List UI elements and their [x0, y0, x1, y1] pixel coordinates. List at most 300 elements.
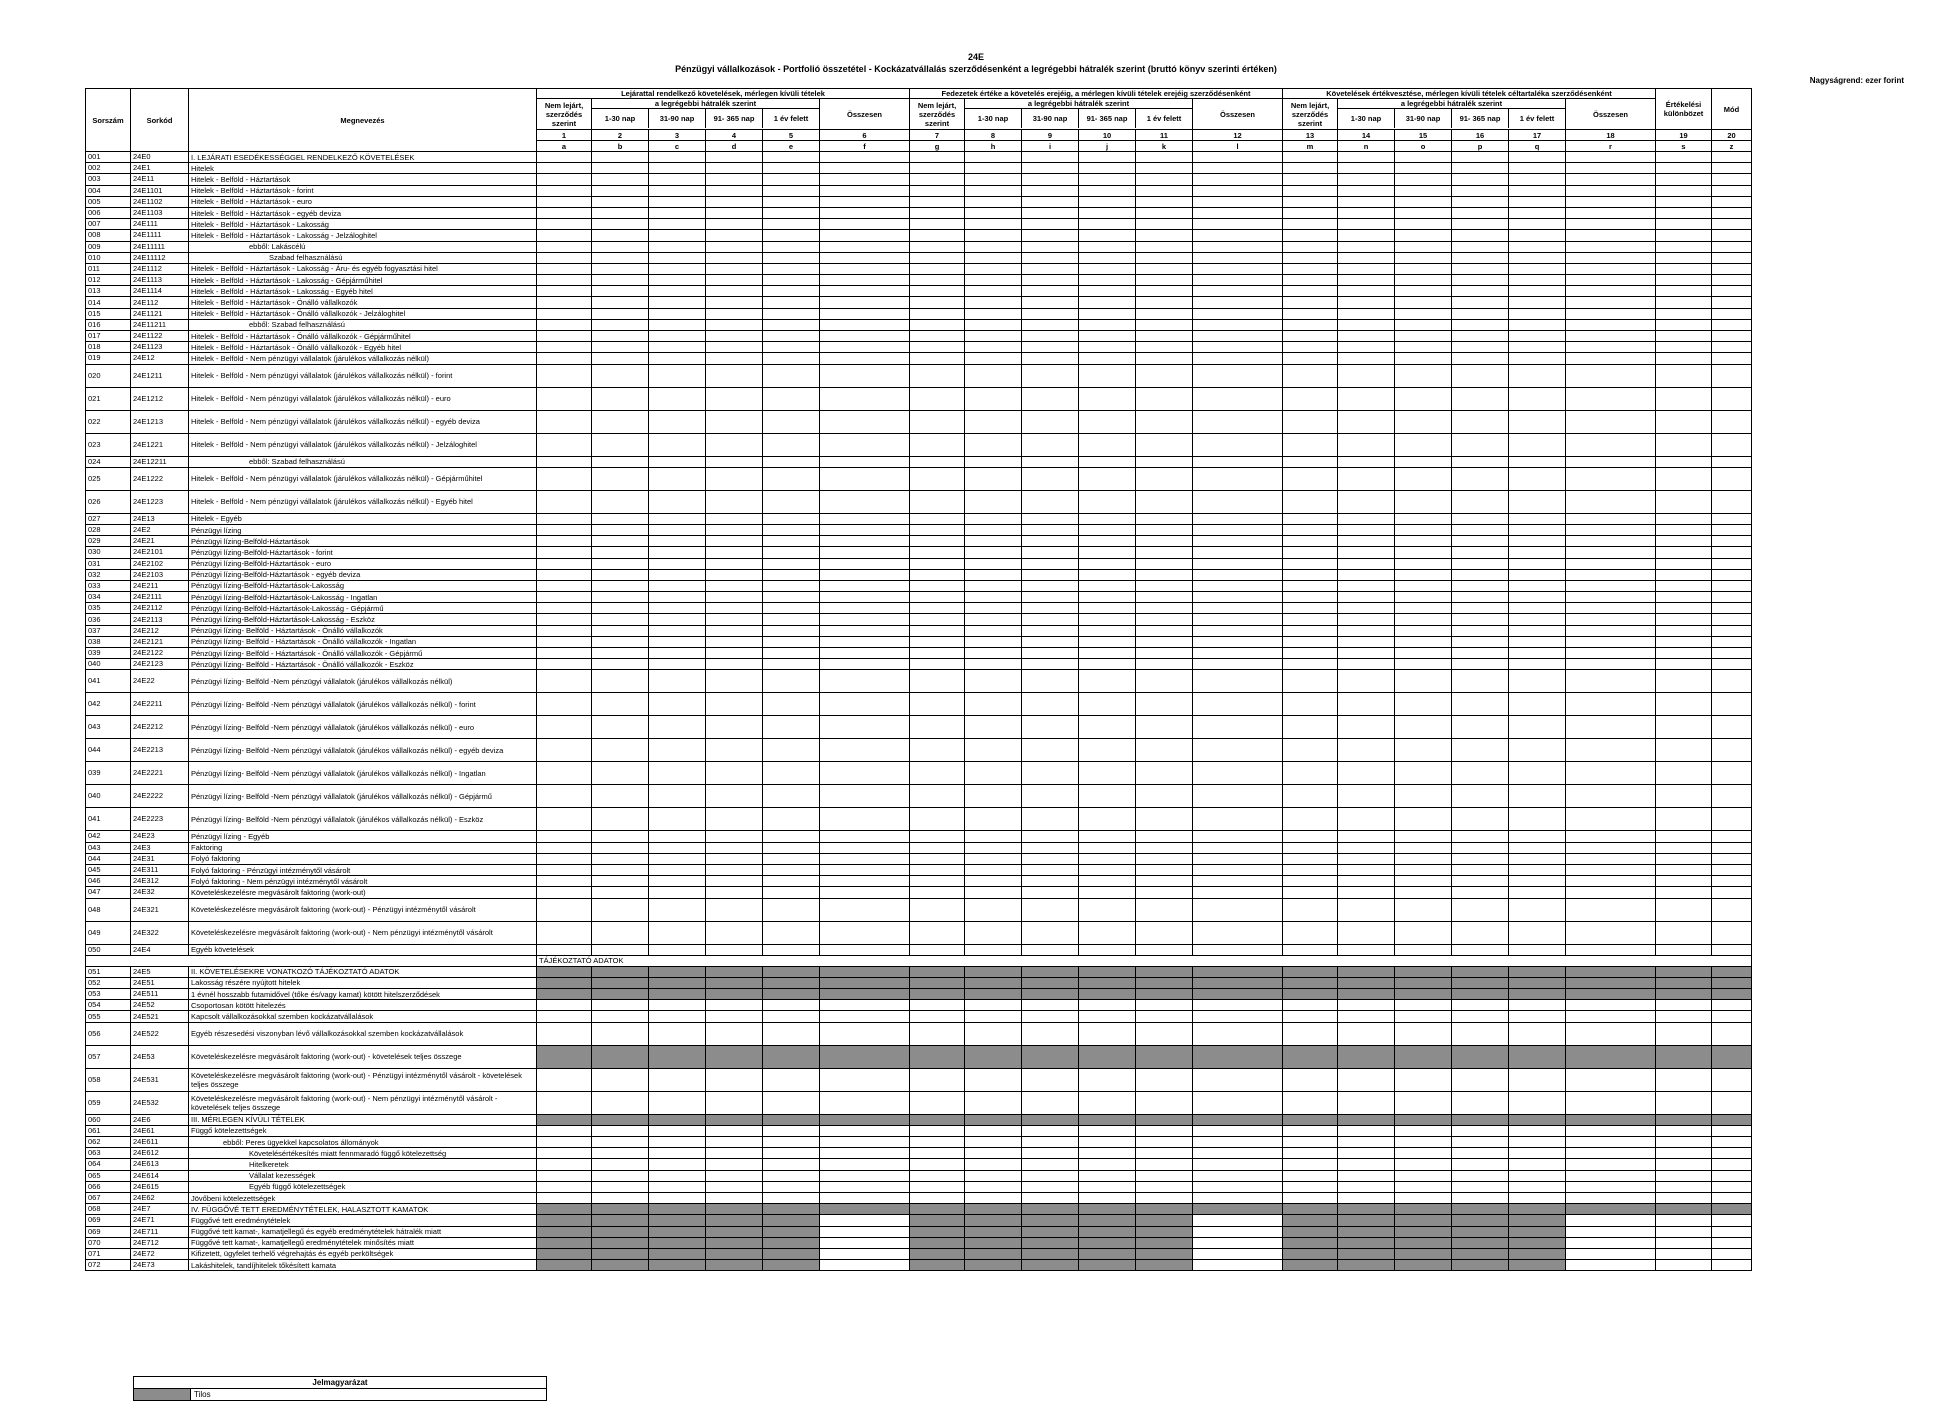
- data-cell[interactable]: [537, 1091, 592, 1114]
- data-cell[interactable]: [820, 1045, 910, 1068]
- data-cell[interactable]: [1079, 1159, 1136, 1170]
- data-cell[interactable]: [1509, 1091, 1566, 1114]
- data-cell[interactable]: [1509, 152, 1566, 163]
- data-cell[interactable]: [1395, 342, 1452, 353]
- data-cell[interactable]: [649, 547, 706, 558]
- data-cell[interactable]: [1566, 524, 1656, 535]
- data-cell[interactable]: [1136, 887, 1193, 898]
- data-cell[interactable]: [1193, 1215, 1283, 1226]
- data-cell[interactable]: [910, 185, 965, 196]
- data-cell[interactable]: [763, 864, 820, 875]
- data-cell[interactable]: [1283, 1237, 1338, 1248]
- data-cell[interactable]: [1566, 1137, 1656, 1148]
- data-cell[interactable]: [1283, 1204, 1338, 1215]
- data-cell[interactable]: [649, 898, 706, 921]
- data-cell[interactable]: [1136, 716, 1193, 739]
- data-cell[interactable]: [910, 944, 965, 955]
- data-cell[interactable]: [1712, 219, 1752, 230]
- data-cell[interactable]: [1452, 762, 1509, 785]
- data-cell[interactable]: [1022, 614, 1079, 625]
- data-cell[interactable]: [1136, 989, 1193, 1000]
- data-cell[interactable]: [1395, 185, 1452, 196]
- data-cell[interactable]: [1395, 921, 1452, 944]
- data-cell[interactable]: [1712, 1215, 1752, 1226]
- data-cell[interactable]: [649, 331, 706, 342]
- data-cell[interactable]: [1283, 387, 1338, 410]
- data-cell[interactable]: [706, 977, 763, 988]
- data-cell[interactable]: [1395, 319, 1452, 330]
- data-cell[interactable]: [1338, 887, 1395, 898]
- data-cell[interactable]: [706, 490, 763, 513]
- data-cell[interactable]: [1452, 659, 1509, 670]
- data-cell[interactable]: [1656, 887, 1712, 898]
- data-cell[interactable]: [1395, 1022, 1452, 1045]
- data-cell[interactable]: [1712, 876, 1752, 887]
- data-cell[interactable]: [1566, 196, 1656, 207]
- data-cell[interactable]: [1509, 456, 1566, 467]
- data-cell[interactable]: [1712, 1260, 1752, 1271]
- data-cell[interactable]: [537, 1260, 592, 1271]
- data-cell[interactable]: [1193, 1011, 1283, 1022]
- data-cell[interactable]: [1283, 614, 1338, 625]
- data-cell[interactable]: [965, 163, 1022, 174]
- data-cell[interactable]: [820, 297, 910, 308]
- data-cell[interactable]: [1566, 921, 1656, 944]
- data-cell[interactable]: [1338, 230, 1395, 241]
- data-cell[interactable]: [537, 230, 592, 241]
- data-cell[interactable]: [763, 456, 820, 467]
- data-cell[interactable]: [965, 536, 1022, 547]
- data-cell[interactable]: [1656, 219, 1712, 230]
- data-cell[interactable]: [1395, 693, 1452, 716]
- data-cell[interactable]: [1136, 944, 1193, 955]
- data-cell[interactable]: [1509, 648, 1566, 659]
- data-cell[interactable]: [1338, 241, 1395, 252]
- data-cell[interactable]: [1193, 1114, 1283, 1125]
- data-cell[interactable]: [592, 989, 649, 1000]
- data-cell[interactable]: [1079, 1137, 1136, 1148]
- data-cell[interactable]: [1566, 433, 1656, 456]
- data-cell[interactable]: [1712, 1248, 1752, 1259]
- data-cell[interactable]: [706, 1170, 763, 1181]
- data-cell[interactable]: [649, 524, 706, 535]
- data-cell[interactable]: [1566, 1022, 1656, 1045]
- data-cell[interactable]: [1193, 1125, 1283, 1136]
- data-cell[interactable]: [1136, 966, 1193, 977]
- data-cell[interactable]: [1656, 297, 1712, 308]
- data-cell[interactable]: [1566, 580, 1656, 591]
- data-cell[interactable]: [1712, 592, 1752, 603]
- data-cell[interactable]: [537, 410, 592, 433]
- data-cell[interactable]: [1509, 898, 1566, 921]
- data-cell[interactable]: [1509, 174, 1566, 185]
- data-cell[interactable]: [1712, 1011, 1752, 1022]
- data-cell[interactable]: [1712, 456, 1752, 467]
- data-cell[interactable]: [820, 739, 910, 762]
- data-cell[interactable]: [1193, 1068, 1283, 1091]
- data-cell[interactable]: [965, 456, 1022, 467]
- data-cell[interactable]: [1566, 1192, 1656, 1203]
- data-cell[interactable]: [1079, 1181, 1136, 1192]
- data-cell[interactable]: [965, 1248, 1022, 1259]
- data-cell[interactable]: [1712, 364, 1752, 387]
- data-cell[interactable]: [1283, 739, 1338, 762]
- data-cell[interactable]: [1509, 569, 1566, 580]
- data-cell[interactable]: [1712, 1148, 1752, 1159]
- data-cell[interactable]: [1022, 1125, 1079, 1136]
- data-cell[interactable]: [706, 1125, 763, 1136]
- data-cell[interactable]: [910, 1137, 965, 1148]
- data-cell[interactable]: [820, 558, 910, 569]
- data-cell[interactable]: [537, 219, 592, 230]
- data-cell[interactable]: [1338, 1125, 1395, 1136]
- data-cell[interactable]: [1509, 433, 1566, 456]
- data-cell[interactable]: [1338, 1114, 1395, 1125]
- data-cell[interactable]: [1022, 364, 1079, 387]
- data-cell[interactable]: [1136, 659, 1193, 670]
- data-cell[interactable]: [1079, 1011, 1136, 1022]
- data-cell[interactable]: [592, 1215, 649, 1226]
- data-cell[interactable]: [1022, 152, 1079, 163]
- data-cell[interactable]: [1283, 989, 1338, 1000]
- data-cell[interactable]: [1656, 1000, 1712, 1011]
- data-cell[interactable]: [1136, 1170, 1193, 1181]
- data-cell[interactable]: [1193, 853, 1283, 864]
- data-cell[interactable]: [1193, 152, 1283, 163]
- data-cell[interactable]: [965, 887, 1022, 898]
- data-cell[interactable]: [1022, 1148, 1079, 1159]
- data-cell[interactable]: [537, 603, 592, 614]
- data-cell[interactable]: [649, 569, 706, 580]
- data-cell[interactable]: [910, 252, 965, 263]
- data-cell[interactable]: [1338, 1159, 1395, 1170]
- data-cell[interactable]: [706, 887, 763, 898]
- data-cell[interactable]: [1509, 1226, 1566, 1237]
- data-cell[interactable]: [1566, 342, 1656, 353]
- data-cell[interactable]: [1338, 163, 1395, 174]
- data-cell[interactable]: [1712, 1192, 1752, 1203]
- data-cell[interactable]: [1566, 1045, 1656, 1068]
- data-cell[interactable]: [1193, 1237, 1283, 1248]
- data-cell[interactable]: [1395, 1125, 1452, 1136]
- data-cell[interactable]: [1452, 1226, 1509, 1237]
- data-cell[interactable]: [1452, 1260, 1509, 1271]
- data-cell[interactable]: [1283, 1192, 1338, 1203]
- data-cell[interactable]: [537, 467, 592, 490]
- data-cell[interactable]: [910, 490, 965, 513]
- data-cell[interactable]: [965, 1045, 1022, 1068]
- data-cell[interactable]: [592, 636, 649, 647]
- data-cell[interactable]: [1656, 1137, 1712, 1148]
- data-cell[interactable]: [649, 580, 706, 591]
- data-cell[interactable]: [910, 1022, 965, 1045]
- data-cell[interactable]: [763, 670, 820, 693]
- data-cell[interactable]: [537, 1181, 592, 1192]
- data-cell[interactable]: [537, 670, 592, 693]
- data-cell[interactable]: [1193, 1159, 1283, 1170]
- data-cell[interactable]: [1193, 410, 1283, 433]
- data-cell[interactable]: [1712, 636, 1752, 647]
- data-cell[interactable]: [1395, 263, 1452, 274]
- data-cell[interactable]: [820, 944, 910, 955]
- data-cell[interactable]: [1566, 831, 1656, 842]
- data-cell[interactable]: [1022, 569, 1079, 580]
- data-cell[interactable]: [1079, 163, 1136, 174]
- data-cell[interactable]: [1566, 456, 1656, 467]
- data-cell[interactable]: [1022, 410, 1079, 433]
- data-cell[interactable]: [1079, 831, 1136, 842]
- data-cell[interactable]: [649, 864, 706, 875]
- data-cell[interactable]: [706, 196, 763, 207]
- data-cell[interactable]: [1395, 1181, 1452, 1192]
- data-cell[interactable]: [1656, 739, 1712, 762]
- data-cell[interactable]: [1283, 785, 1338, 808]
- data-cell[interactable]: [1136, 207, 1193, 218]
- data-cell[interactable]: [1395, 1159, 1452, 1170]
- data-cell[interactable]: [1022, 1137, 1079, 1148]
- data-cell[interactable]: [1395, 467, 1452, 490]
- data-cell[interactable]: [706, 659, 763, 670]
- data-cell[interactable]: [1452, 163, 1509, 174]
- data-cell[interactable]: [1712, 1045, 1752, 1068]
- data-cell[interactable]: [1283, 196, 1338, 207]
- data-cell[interactable]: [1566, 410, 1656, 433]
- data-cell[interactable]: [1656, 163, 1712, 174]
- data-cell[interactable]: [965, 898, 1022, 921]
- data-cell[interactable]: [1136, 219, 1193, 230]
- data-cell[interactable]: [706, 207, 763, 218]
- data-cell[interactable]: [910, 456, 965, 467]
- data-cell[interactable]: [1022, 1237, 1079, 1248]
- data-cell[interactable]: [1136, 558, 1193, 569]
- data-cell[interactable]: [820, 1011, 910, 1022]
- data-cell[interactable]: [706, 1159, 763, 1170]
- data-cell[interactable]: [1395, 207, 1452, 218]
- data-cell[interactable]: [592, 275, 649, 286]
- data-cell[interactable]: [820, 1204, 910, 1215]
- data-cell[interactable]: [1656, 636, 1712, 647]
- data-cell[interactable]: [592, 887, 649, 898]
- data-cell[interactable]: [1712, 524, 1752, 535]
- data-cell[interactable]: [1136, 569, 1193, 580]
- data-cell[interactable]: [1566, 670, 1656, 693]
- data-cell[interactable]: [1509, 513, 1566, 524]
- data-cell[interactable]: [1193, 842, 1283, 853]
- data-cell[interactable]: [1079, 966, 1136, 977]
- data-cell[interactable]: [1338, 286, 1395, 297]
- data-cell[interactable]: [592, 977, 649, 988]
- data-cell[interactable]: [1079, 1260, 1136, 1271]
- data-cell[interactable]: [649, 1226, 706, 1237]
- data-cell[interactable]: [537, 185, 592, 196]
- data-cell[interactable]: [1509, 1000, 1566, 1011]
- data-cell[interactable]: [763, 433, 820, 456]
- data-cell[interactable]: [1452, 490, 1509, 513]
- data-cell[interactable]: [1283, 174, 1338, 185]
- data-cell[interactable]: [1283, 1022, 1338, 1045]
- data-cell[interactable]: [1509, 1159, 1566, 1170]
- data-cell[interactable]: [1452, 1170, 1509, 1181]
- data-cell[interactable]: [1566, 625, 1656, 636]
- data-cell[interactable]: [1193, 1045, 1283, 1068]
- data-cell[interactable]: [1509, 263, 1566, 274]
- data-cell[interactable]: [910, 1000, 965, 1011]
- data-cell[interactable]: [1712, 152, 1752, 163]
- data-cell[interactable]: [1079, 513, 1136, 524]
- data-cell[interactable]: [1509, 977, 1566, 988]
- data-cell[interactable]: [1022, 887, 1079, 898]
- data-cell[interactable]: [965, 944, 1022, 955]
- data-cell[interactable]: [1022, 536, 1079, 547]
- data-cell[interactable]: [1022, 275, 1079, 286]
- data-cell[interactable]: [592, 580, 649, 591]
- data-cell[interactable]: [1566, 648, 1656, 659]
- data-cell[interactable]: [1509, 297, 1566, 308]
- data-cell[interactable]: [1193, 625, 1283, 636]
- data-cell[interactable]: [1338, 762, 1395, 785]
- data-cell[interactable]: [910, 196, 965, 207]
- data-cell[interactable]: [1656, 263, 1712, 274]
- data-cell[interactable]: [1509, 739, 1566, 762]
- data-cell[interactable]: [1136, 174, 1193, 185]
- data-cell[interactable]: [1712, 1068, 1752, 1091]
- data-cell[interactable]: [1079, 308, 1136, 319]
- data-cell[interactable]: [1452, 331, 1509, 342]
- data-cell[interactable]: [1656, 1260, 1712, 1271]
- data-cell[interactable]: [1283, 625, 1338, 636]
- data-cell[interactable]: [537, 831, 592, 842]
- data-cell[interactable]: [1193, 580, 1283, 591]
- data-cell[interactable]: [763, 659, 820, 670]
- data-cell[interactable]: [1656, 603, 1712, 614]
- data-cell[interactable]: [1566, 558, 1656, 569]
- data-cell[interactable]: [649, 808, 706, 831]
- data-cell[interactable]: [1022, 163, 1079, 174]
- data-cell[interactable]: [1283, 659, 1338, 670]
- data-cell[interactable]: [537, 1148, 592, 1159]
- data-cell[interactable]: [537, 536, 592, 547]
- data-cell[interactable]: [1566, 853, 1656, 864]
- data-cell[interactable]: [1283, 490, 1338, 513]
- data-cell[interactable]: [706, 185, 763, 196]
- data-cell[interactable]: [1022, 353, 1079, 364]
- data-cell[interactable]: [965, 762, 1022, 785]
- data-cell[interactable]: [1136, 876, 1193, 887]
- data-cell[interactable]: [1022, 547, 1079, 558]
- data-cell[interactable]: [706, 1237, 763, 1248]
- data-cell[interactable]: [910, 230, 965, 241]
- data-cell[interactable]: [1022, 207, 1079, 218]
- data-cell[interactable]: [1452, 670, 1509, 693]
- data-cell[interactable]: [1022, 921, 1079, 944]
- data-cell[interactable]: [1509, 842, 1566, 853]
- data-cell[interactable]: [592, 230, 649, 241]
- data-cell[interactable]: [1136, 580, 1193, 591]
- data-cell[interactable]: [965, 230, 1022, 241]
- data-cell[interactable]: [649, 853, 706, 864]
- data-cell[interactable]: [706, 966, 763, 977]
- data-cell[interactable]: [1712, 785, 1752, 808]
- data-cell[interactable]: [1079, 592, 1136, 603]
- data-cell[interactable]: [706, 286, 763, 297]
- data-cell[interactable]: [649, 876, 706, 887]
- data-cell[interactable]: [1338, 966, 1395, 977]
- data-cell[interactable]: [1136, 842, 1193, 853]
- data-cell[interactable]: [1509, 1137, 1566, 1148]
- data-cell[interactable]: [1283, 364, 1338, 387]
- data-cell[interactable]: [1509, 1170, 1566, 1181]
- data-cell[interactable]: [763, 1125, 820, 1136]
- data-cell[interactable]: [965, 864, 1022, 875]
- data-cell[interactable]: [1079, 1022, 1136, 1045]
- data-cell[interactable]: [1283, 207, 1338, 218]
- data-cell[interactable]: [1079, 648, 1136, 659]
- data-cell[interactable]: [537, 1170, 592, 1181]
- data-cell[interactable]: [1022, 785, 1079, 808]
- data-cell[interactable]: [1452, 1192, 1509, 1203]
- data-cell[interactable]: [1395, 1137, 1452, 1148]
- data-cell[interactable]: [1193, 659, 1283, 670]
- data-cell[interactable]: [910, 319, 965, 330]
- data-cell[interactable]: [1656, 693, 1712, 716]
- data-cell[interactable]: [1566, 536, 1656, 547]
- data-cell[interactable]: [1283, 921, 1338, 944]
- data-cell[interactable]: [1283, 163, 1338, 174]
- data-cell[interactable]: [537, 1248, 592, 1259]
- data-cell[interactable]: [649, 364, 706, 387]
- data-cell[interactable]: [820, 524, 910, 535]
- data-cell[interactable]: [537, 1204, 592, 1215]
- data-cell[interactable]: [1452, 785, 1509, 808]
- data-cell[interactable]: [649, 342, 706, 353]
- data-cell[interactable]: [1509, 592, 1566, 603]
- data-cell[interactable]: [1193, 364, 1283, 387]
- data-cell[interactable]: [1509, 286, 1566, 297]
- data-cell[interactable]: [706, 636, 763, 647]
- data-cell[interactable]: [1136, 1068, 1193, 1091]
- data-cell[interactable]: [1136, 739, 1193, 762]
- data-cell[interactable]: [537, 580, 592, 591]
- data-cell[interactable]: [1022, 762, 1079, 785]
- data-cell[interactable]: [1712, 1091, 1752, 1114]
- data-cell[interactable]: [706, 625, 763, 636]
- data-cell[interactable]: [592, 1170, 649, 1181]
- data-cell[interactable]: [649, 603, 706, 614]
- data-cell[interactable]: [1656, 614, 1712, 625]
- data-cell[interactable]: [1136, 297, 1193, 308]
- data-cell[interactable]: [910, 1215, 965, 1226]
- data-cell[interactable]: [1509, 887, 1566, 898]
- data-cell[interactable]: [706, 739, 763, 762]
- data-cell[interactable]: [1022, 1226, 1079, 1237]
- data-cell[interactable]: [1395, 944, 1452, 955]
- data-cell[interactable]: [1395, 625, 1452, 636]
- data-cell[interactable]: [1136, 1181, 1193, 1192]
- data-cell[interactable]: [592, 716, 649, 739]
- data-cell[interactable]: [537, 513, 592, 524]
- data-cell[interactable]: [1712, 739, 1752, 762]
- data-cell[interactable]: [1452, 648, 1509, 659]
- data-cell[interactable]: [910, 762, 965, 785]
- data-cell[interactable]: [965, 152, 1022, 163]
- data-cell[interactable]: [1712, 693, 1752, 716]
- data-cell[interactable]: [1452, 592, 1509, 603]
- data-cell[interactable]: [965, 1114, 1022, 1125]
- data-cell[interactable]: [592, 853, 649, 864]
- data-cell[interactable]: [1136, 898, 1193, 921]
- data-cell[interactable]: [763, 1248, 820, 1259]
- data-cell[interactable]: [820, 152, 910, 163]
